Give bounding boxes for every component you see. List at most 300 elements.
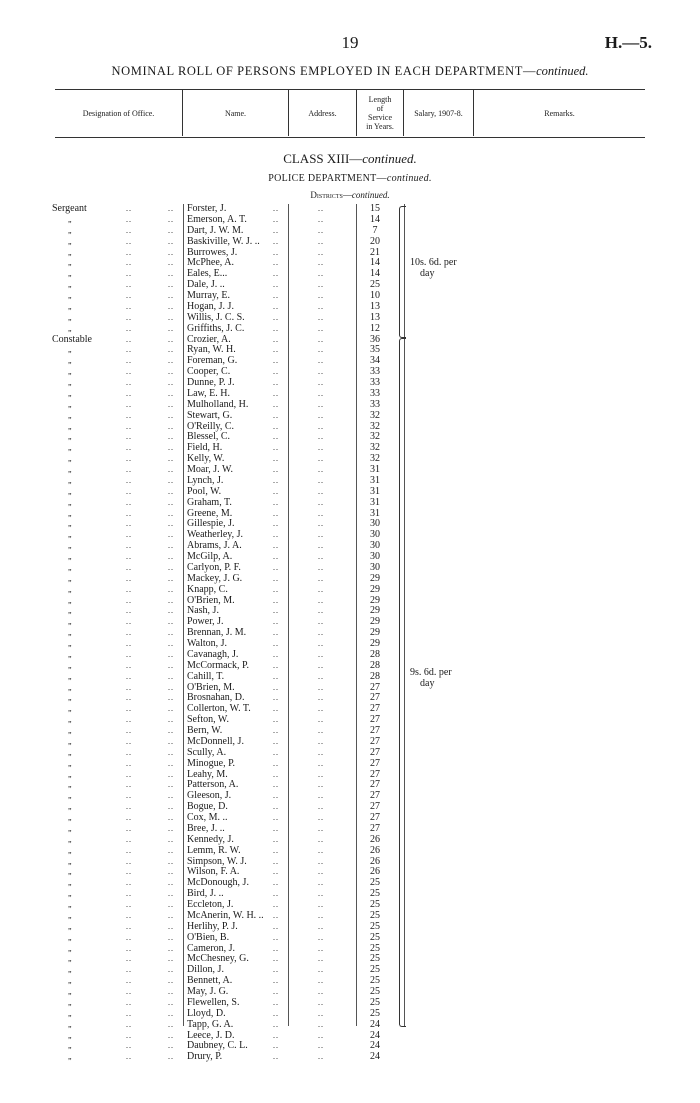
designation-cell: „ — [68, 1052, 72, 1062]
designation-cell: „ — [68, 628, 72, 638]
designation-cell: „ — [68, 660, 72, 670]
table-row — [0, 715, 700, 726]
service-years-cell: 27 — [370, 692, 380, 704]
leader-dots: .. — [126, 421, 132, 431]
leader-dots: .. — [168, 508, 174, 518]
leader-dots: .. — [126, 845, 132, 855]
address-cell: .. — [318, 856, 324, 866]
leader-dots: .. — [126, 1008, 132, 1018]
service-years-cell: 32 — [370, 453, 380, 465]
page-number: 19 — [341, 33, 359, 52]
service-years-cell: 25 — [370, 877, 380, 889]
name-cell: Stewart, G. — [187, 409, 233, 421]
designation-cell: „ — [68, 562, 72, 572]
leader-dots: .. — [273, 356, 279, 366]
leader-dots: .. — [273, 443, 279, 453]
name-cell: Power, J. — [187, 616, 224, 628]
table-row — [0, 476, 700, 487]
service-years-cell: 27 — [370, 779, 380, 791]
designation-cell: „ — [68, 519, 72, 529]
designation-cell: „ — [68, 1030, 72, 1040]
service-years-cell: 30 — [370, 540, 380, 552]
address-cell: .. — [318, 976, 324, 986]
name-cell: Foreman, G. — [187, 355, 238, 367]
table-row — [0, 606, 700, 617]
leader-dots: .. — [126, 269, 132, 279]
table-row — [0, 389, 700, 400]
service-years-cell: 27 — [370, 714, 380, 726]
service-years-cell: 31 — [370, 485, 380, 497]
address-cell: .. — [318, 900, 324, 909]
address-cell: .. — [318, 628, 324, 638]
service-years-cell: 30 — [370, 551, 380, 562]
service-years-cell: 33 — [370, 366, 380, 378]
name-cell: O'Brien, M. — [187, 681, 235, 693]
service-years-cell: 20 — [370, 235, 380, 247]
leader-dots: .. — [273, 813, 279, 822]
address-cell: .. — [318, 388, 324, 398]
leader-dots: .. — [168, 976, 174, 986]
table-row — [0, 704, 700, 715]
name-cell: Nash, J. — [187, 605, 219, 617]
address-cell: .. — [318, 508, 324, 518]
address-cell: .. — [318, 432, 324, 442]
service-years-cell: 28 — [370, 648, 380, 660]
table-row — [0, 454, 700, 465]
leader-dots: .. — [273, 867, 279, 877]
leader-dots: .. — [126, 856, 132, 866]
leader-dots: .. — [168, 987, 174, 996]
leader-dots: .. — [168, 1041, 174, 1051]
designation-cell: „ — [68, 715, 72, 725]
service-years-cell: 25 — [370, 279, 380, 291]
designation-cell: „ — [68, 236, 72, 246]
service-years-cell: 25 — [370, 888, 380, 900]
leader-dots: .. — [126, 943, 132, 953]
designation-cell: „ — [68, 280, 72, 290]
leader-dots: .. — [273, 236, 279, 246]
designation-cell: „ — [68, 1041, 72, 1051]
leader-dots: .. — [126, 1030, 132, 1040]
designation-cell: „ — [68, 791, 72, 801]
leader-dots: .. — [273, 693, 279, 703]
table-row — [0, 661, 700, 672]
page-title-main: NOMINAL ROLL OF PERSONS EMPLOYED IN EACH DEPARTMENT— — [111, 64, 537, 78]
leader-dots: .. — [273, 334, 279, 344]
leader-dots: .. — [126, 225, 132, 235]
leader-dots: .. — [126, 552, 132, 561]
leader-dots: .. — [273, 726, 279, 735]
address-cell: .. — [318, 454, 324, 464]
leader-dots: .. — [168, 943, 174, 953]
designation-cell: „ — [68, 900, 72, 909]
table-row — [0, 215, 700, 226]
table-row — [0, 965, 700, 976]
table-row — [0, 226, 700, 237]
name-cell: Greene, M. — [187, 507, 233, 519]
leader-dots: .. — [168, 236, 174, 246]
designation-cell: „ — [68, 225, 72, 235]
address-cell: .. — [318, 356, 324, 366]
designation-cell: „ — [68, 682, 72, 692]
leader-dots: .. — [126, 736, 132, 746]
name-cell: O'Brien, M. — [187, 594, 235, 606]
leader-dots: .. — [273, 736, 279, 746]
salary-line: day — [420, 678, 435, 689]
leader-dots: .. — [168, 715, 174, 725]
table-row — [0, 324, 700, 335]
leader-dots: .. — [126, 867, 132, 877]
name-cell: Patterson, A. — [187, 779, 239, 791]
service-years-cell: 13 — [370, 300, 380, 312]
service-years-cell: 28 — [370, 670, 380, 682]
table-row — [0, 269, 700, 280]
address-cell: .. — [318, 247, 324, 257]
name-cell: Bogue, D. — [187, 801, 228, 813]
designation-cell: „ — [68, 465, 72, 474]
leader-dots: .. — [168, 530, 174, 540]
leader-dots: .. — [168, 541, 174, 551]
name-cell: Herlihy, P. J. — [187, 920, 238, 932]
address-cell: .. — [318, 889, 324, 899]
table-row — [0, 367, 700, 378]
service-years-cell: 27 — [370, 812, 380, 823]
leader-dots: .. — [168, 704, 174, 714]
address-cell: .. — [318, 443, 324, 453]
leader-dots: .. — [126, 1052, 132, 1062]
name-cell: Wilson, F. A. — [187, 866, 240, 878]
leader-dots: .. — [168, 617, 174, 627]
leader-dots: .. — [273, 225, 279, 235]
name-cell: Daubney, C. L. — [187, 1040, 248, 1052]
service-years-cell: 29 — [370, 572, 380, 584]
table-row — [0, 998, 700, 1009]
designation-cell: „ — [68, 856, 72, 866]
leader-dots: .. — [273, 671, 279, 681]
table-row — [0, 258, 700, 269]
name-cell: Simpson, W. J. — [187, 855, 247, 867]
leader-dots: .. — [168, 606, 174, 616]
leader-dots: .. — [126, 258, 132, 268]
name-cell: Gleeson, J. — [187, 790, 232, 802]
department-title-main: POLICE DEPARTMENT— — [268, 173, 387, 184]
leader-dots: .. — [273, 367, 279, 377]
leader-dots: .. — [168, 486, 174, 496]
table-row — [0, 976, 700, 987]
leader-dots: .. — [126, 671, 132, 681]
leader-dots: .. — [168, 628, 174, 638]
service-years-cell: 29 — [370, 638, 380, 649]
service-years-cell: 25 — [370, 1007, 380, 1019]
service-years-cell: 14 — [370, 257, 380, 269]
service-years-cell: 29 — [370, 605, 380, 617]
table-row — [0, 672, 700, 683]
leader-dots: .. — [273, 204, 279, 213]
name-cell: Dale, J. .. — [187, 279, 225, 291]
leader-dots: .. — [168, 323, 174, 333]
table-row — [0, 813, 700, 824]
name-cell: McDonnell, J. — [187, 735, 244, 747]
leader-dots: .. — [126, 693, 132, 703]
table-row — [0, 1052, 700, 1063]
leader-dots: .. — [126, 204, 132, 213]
service-years-cell: 32 — [370, 442, 380, 454]
leader-dots: .. — [168, 649, 174, 659]
table-row — [0, 726, 700, 737]
table-row — [0, 443, 700, 454]
table-row — [0, 432, 700, 443]
leader-dots: .. — [126, 932, 132, 942]
designation-cell: „ — [68, 987, 72, 996]
service-years-cell: 26 — [370, 855, 380, 867]
leader-dots: .. — [126, 301, 132, 311]
leader-dots: .. — [126, 747, 132, 757]
leader-dots: .. — [273, 345, 279, 355]
service-years-cell: 33 — [370, 387, 380, 399]
leader-dots: .. — [273, 562, 279, 572]
leader-dots: .. — [168, 258, 174, 268]
leader-dots: .. — [273, 834, 279, 844]
leader-dots: .. — [273, 823, 279, 833]
designation-cell: „ — [68, 508, 72, 518]
table-row — [0, 770, 700, 781]
leader-dots: .. — [273, 791, 279, 801]
leader-dots: .. — [126, 878, 132, 888]
table-row — [0, 378, 700, 389]
leader-dots: .. — [126, 769, 132, 779]
leader-dots: .. — [126, 965, 132, 975]
table-row — [0, 302, 700, 313]
leader-dots: .. — [126, 345, 132, 355]
name-cell: Crozier, A. — [187, 333, 231, 345]
leader-dots: .. — [126, 726, 132, 735]
address-cell: .. — [318, 595, 324, 605]
designation-cell: „ — [68, 269, 72, 279]
name-cell: Baskiville, W. J. .. — [187, 235, 260, 247]
leader-dots: .. — [168, 671, 174, 681]
leader-dots: .. — [126, 323, 132, 333]
designation-cell: „ — [68, 584, 72, 594]
leader-dots: .. — [273, 552, 279, 561]
leader-dots: .. — [126, 573, 132, 583]
leader-dots: .. — [126, 987, 132, 996]
address-cell: .. — [318, 932, 324, 942]
name-cell: Cameron, J. — [187, 942, 236, 954]
leader-dots: .. — [273, 595, 279, 605]
length-header-line: Length — [368, 95, 392, 104]
name-cell: Collerton, W. T. — [187, 703, 251, 715]
designation-cell: „ — [68, 595, 72, 605]
address-cell: .. — [318, 465, 324, 474]
service-years-cell: 25 — [370, 986, 380, 997]
length-header-line: of — [376, 104, 384, 113]
address-cell: .. — [318, 236, 324, 246]
department-title — [0, 173, 700, 184]
designation-cell: „ — [68, 475, 72, 485]
table-row — [0, 791, 700, 802]
designation-cell: „ — [68, 758, 72, 768]
leader-dots: .. — [126, 1019, 132, 1029]
designation-cell: „ — [68, 867, 72, 877]
service-years-cell: 34 — [370, 355, 380, 367]
table-row — [0, 780, 700, 791]
leader-dots: .. — [168, 475, 174, 485]
leader-dots: .. — [168, 823, 174, 833]
designation-cell: „ — [68, 421, 72, 431]
designation-cell: „ — [68, 845, 72, 855]
address-cell: .. — [318, 1052, 324, 1062]
leader-dots: .. — [273, 1030, 279, 1040]
name-cell: Minogue, P. — [187, 757, 236, 769]
name-cell: Mulholland, H. — [187, 398, 249, 410]
designation-cell: „ — [68, 541, 72, 551]
name-cell: Scully, A. — [187, 746, 227, 758]
designation-cell: „ — [68, 486, 72, 496]
service-years-cell: 29 — [370, 616, 380, 628]
service-years-cell: 28 — [370, 659, 380, 671]
name-cell: Forster, J. — [187, 203, 227, 214]
address-cell: .. — [318, 910, 324, 920]
address-cell: .. — [318, 780, 324, 790]
column-header-name: Name. — [224, 108, 247, 118]
service-years-cell: 21 — [370, 246, 380, 258]
name-cell: Carlyon, P. F. — [187, 561, 241, 573]
designation-cell: „ — [68, 769, 72, 779]
designation-cell: „ — [68, 736, 72, 746]
leader-dots: .. — [168, 225, 174, 235]
leader-dots: .. — [168, 410, 174, 420]
table-row — [0, 335, 700, 346]
leader-dots: .. — [273, 856, 279, 866]
leader-dots: .. — [126, 910, 132, 920]
service-years-cell: 29 — [370, 594, 380, 606]
leader-dots: .. — [168, 780, 174, 790]
leader-dots: .. — [168, 312, 174, 322]
column-header-designation: Designation of Office. — [82, 108, 155, 118]
table-row — [0, 563, 700, 574]
address-cell: .. — [318, 312, 324, 322]
table-row — [0, 954, 700, 965]
leader-dots: .. — [126, 236, 132, 246]
leader-dots: .. — [168, 791, 174, 801]
leader-dots: .. — [168, 856, 174, 866]
designation-cell: „ — [68, 649, 72, 659]
designation-cell: Constable — [52, 334, 92, 345]
service-years-cell: 26 — [370, 844, 380, 856]
designation-cell: „ — [68, 443, 72, 453]
address-cell: .. — [318, 671, 324, 681]
name-cell: Drury, P. — [187, 1051, 223, 1063]
service-years-cell: 30 — [370, 518, 380, 530]
leader-dots: .. — [126, 519, 132, 529]
address-cell: .. — [318, 334, 324, 344]
address-cell: .. — [318, 639, 324, 648]
table-row — [0, 291, 700, 302]
address-cell: .. — [318, 943, 324, 953]
designation-cell: „ — [68, 639, 72, 648]
designation-cell: „ — [68, 693, 72, 703]
leader-dots: .. — [273, 541, 279, 551]
table-row — [0, 400, 700, 411]
leader-dots: .. — [168, 682, 174, 692]
table-row — [0, 617, 700, 628]
leader-dots: .. — [273, 976, 279, 986]
table-row — [0, 900, 700, 911]
designation-cell: „ — [68, 802, 72, 812]
service-years-cell: 31 — [370, 507, 380, 519]
leader-dots: .. — [126, 889, 132, 899]
address-cell: .. — [318, 345, 324, 355]
table-row — [0, 878, 700, 889]
leader-dots: .. — [168, 921, 174, 931]
leader-dots: .. — [273, 932, 279, 942]
address-cell: .. — [318, 552, 324, 561]
leader-dots: .. — [126, 367, 132, 377]
service-years-cell: 14 — [370, 268, 380, 280]
service-years-cell: 27 — [370, 746, 380, 758]
name-cell: Dunne, P. J. — [187, 377, 235, 388]
designation-cell: „ — [68, 780, 72, 790]
leader-dots: .. — [126, 649, 132, 659]
leader-dots: .. — [126, 291, 132, 300]
table-row — [0, 248, 700, 259]
name-cell: McPhee, A. — [187, 257, 234, 269]
name-cell: Bern, W. — [187, 725, 223, 736]
service-years-cell: 33 — [370, 377, 380, 388]
leader-dots: .. — [168, 584, 174, 594]
address-cell: .. — [318, 704, 324, 714]
address-cell: .. — [318, 758, 324, 768]
service-years-cell: 32 — [370, 409, 380, 421]
leader-dots: .. — [168, 867, 174, 877]
name-cell: McAnerin, W. H. .. — [187, 909, 264, 921]
name-cell: Sefton, W. — [187, 714, 229, 726]
leader-dots: .. — [273, 617, 279, 627]
address-cell: .. — [318, 606, 324, 616]
leader-dots: .. — [168, 497, 174, 507]
leader-dots: .. — [168, 247, 174, 257]
designation-cell: „ — [68, 345, 72, 355]
designation-cell: „ — [68, 965, 72, 975]
leader-dots: .. — [168, 301, 174, 311]
service-years-cell: 25 — [370, 931, 380, 943]
leader-dots: .. — [273, 802, 279, 812]
leader-dots: .. — [273, 649, 279, 659]
address-cell: .. — [318, 410, 324, 420]
address-cell: .. — [318, 791, 324, 801]
table-row — [0, 541, 700, 552]
leader-dots: .. — [168, 573, 174, 583]
address-cell: .. — [318, 867, 324, 877]
table-row — [0, 867, 700, 878]
name-cell: Abrams, J. A. — [187, 540, 242, 552]
leader-dots: .. — [273, 465, 279, 474]
service-years-cell: 7 — [372, 224, 378, 236]
service-years-cell: 33 — [370, 398, 380, 410]
address-cell: .. — [318, 421, 324, 431]
leader-dots: .. — [273, 291, 279, 300]
leader-dots: .. — [273, 704, 279, 714]
salary-line: 9s. 6d. per — [410, 667, 452, 678]
designation-cell: „ — [68, 1008, 72, 1018]
table-row — [0, 574, 700, 585]
designation-cell: „ — [68, 704, 72, 714]
leader-dots: .. — [273, 486, 279, 496]
table-row — [0, 519, 700, 530]
designation-cell: „ — [68, 954, 72, 964]
leader-dots: .. — [168, 214, 174, 224]
length-header-line: in Years. — [366, 122, 394, 131]
